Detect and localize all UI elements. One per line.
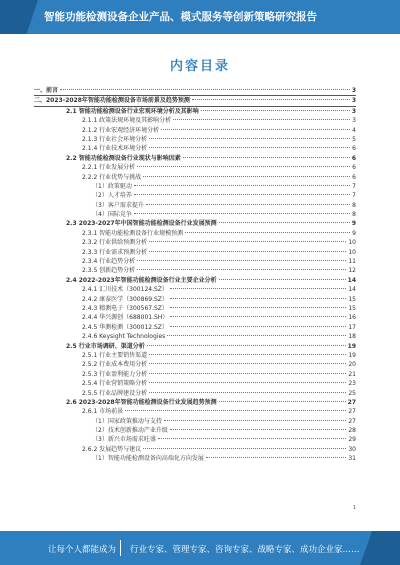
toc-entry-page: 28 [348, 427, 356, 435]
footer-divider [120, 540, 121, 556]
toc-leader-dots [149, 392, 346, 393]
toc-entry[interactable] [34, 248, 356, 257]
page-footer [0, 531, 400, 565]
toc-entry[interactable] [34, 351, 356, 360]
toc-leader-dots [170, 429, 347, 430]
toc-entry[interactable] [34, 313, 356, 322]
toc-entry-page: 11 [348, 258, 356, 266]
toc-leader-dots [149, 354, 346, 355]
toc-leader-dots [219, 279, 346, 280]
toc-leader-dots [143, 448, 346, 449]
toc-entry-text: 2.5 行业市场调研、渠道分析 [66, 342, 145, 350]
toc-entry-page: 9 [352, 229, 356, 237]
toc-entry-text: （3）新兴市场需求旺盛 [92, 436, 156, 444]
toc-entry[interactable] [34, 323, 356, 332]
toc-entry-text: 2.1 智能功能检测设备行业宏观环境分析及其影响 [66, 107, 199, 115]
toc-entry-page: 3 [352, 117, 356, 125]
toc-entry-text: 2.3 2023-2027年中国智能功能检测设备行业发展预测 [66, 220, 217, 228]
toc-entry-page: 6 [351, 154, 356, 162]
toc-leader-dots [170, 307, 346, 308]
toc-entry-text: 2.4.6 Keysight Technologies [82, 333, 166, 341]
toc-entry-text: （4）国际竞争 [92, 211, 132, 219]
toc-leader-dots [147, 345, 346, 346]
toc-entry-page: 15 [348, 304, 356, 312]
toc-entry-text: （1）智能功能检测设备向高端化方向发展 [92, 455, 204, 463]
toc-leader-dots [137, 260, 346, 261]
toc-entry[interactable] [34, 126, 356, 135]
toc-leader-dots [60, 89, 350, 90]
toc-entry-page: 4 [352, 126, 356, 134]
toc-entry-text: 2.3.2 行业供给预测分析 [82, 239, 148, 247]
toc-leader-dots [183, 157, 350, 158]
toc-entry-page: 8 [352, 201, 356, 209]
toc-entry[interactable] [34, 342, 356, 351]
toc-entry[interactable] [34, 295, 356, 304]
toc-entry-page: 5 [352, 135, 356, 143]
toc-entry[interactable] [34, 135, 356, 144]
toc-entry[interactable] [34, 435, 356, 444]
toc-entry-page: 20 [348, 361, 356, 369]
toc-entry-page: 16 [348, 314, 356, 322]
toc-entry[interactable] [34, 154, 356, 163]
toc-entry-page: 14 [347, 276, 356, 284]
toc-entry[interactable] [34, 276, 356, 285]
toc-leader-dots [134, 185, 350, 186]
toc-entry-page: 19 [347, 342, 356, 350]
toc-leader-dots [146, 204, 350, 205]
toc-leader-dots [170, 326, 346, 327]
footer-accent-stripe [360, 531, 400, 565]
toc-entry[interactable] [34, 445, 356, 454]
toc-entry-text: 2.5.5 行业品牌建设分析 [82, 389, 148, 397]
toc-entry-page: 19 [348, 351, 356, 359]
toc-entry-text: 2.3.4 行业趋势分析 [82, 258, 136, 266]
toc-entry-page: 30 [348, 445, 356, 453]
page-number: 1 [352, 505, 356, 511]
toc-entry-text: 2.6 2023-2028年智能功能检测设备行业发展趋势预测 [66, 398, 217, 406]
toc-entry-text: 2.4.3 精测电子（300567.SZ） [82, 304, 168, 312]
toc-entry[interactable] [34, 107, 356, 116]
toc-entry-text: 2.4.2 康泰医学（300869.SZ） [82, 295, 168, 303]
toc-leader-dots [170, 288, 346, 289]
toc-entry[interactable] [34, 229, 356, 238]
toc-entry-text: 2.1.2 行业宏观经济环境分析 [82, 126, 160, 134]
toc-leader-dots [201, 110, 350, 111]
toc-entry[interactable] [34, 116, 356, 125]
toc-leader-dots [161, 129, 350, 130]
toc-leader-dots [125, 410, 346, 411]
toc-entry-text: 2.4.1 汇川技术（300124.SZ） [82, 286, 168, 294]
toc-entry[interactable] [34, 266, 356, 275]
toc-entry[interactable] [34, 201, 356, 210]
toc-entry-page: 6 [352, 173, 356, 181]
toc-entry-page: 12 [348, 267, 356, 275]
toc-entry-page: 27 [348, 417, 356, 425]
toc-entry[interactable] [34, 191, 356, 200]
toc-entry-text: 2.2.1 行业发展分析 [82, 164, 136, 172]
toc-entry-text: （2）人才培养 [92, 192, 132, 200]
toc-entry-text: 2.1.3 行业社会环境分析 [82, 135, 148, 143]
toc-entry-page: 31 [348, 455, 356, 463]
toc-leader-dots [149, 147, 350, 148]
toc-leader-dots [164, 420, 347, 421]
toc-entry-text: 2.3.1 智能功能检测设备行业规模预测 [82, 229, 184, 237]
toc-entry-page: 10 [348, 248, 356, 256]
toc-entry[interactable] [34, 379, 356, 388]
toc-entry[interactable] [34, 96, 356, 106]
toc-entry-text: （1）政策驱动 [92, 182, 132, 190]
toc-entry-page: 25 [348, 389, 356, 397]
toc-leader-dots [170, 298, 346, 299]
toc-entry-text: 2.1.1 政策法规环境及其影响分析 [82, 117, 172, 125]
toc-entry-page: 3 [351, 107, 356, 115]
toc-leader-dots [149, 241, 346, 242]
toc-entry[interactable] [34, 370, 356, 379]
toc-entry-page: 23 [348, 380, 356, 388]
toc-leader-dots [167, 335, 346, 336]
toc-entry-page: 17 [348, 323, 356, 331]
toc-leader-dots [173, 119, 350, 120]
toc-entry-text: 2.5.2 行业成本费用分析 [82, 361, 148, 369]
toc-entry-text: 2.6.1 市场前景 [82, 408, 124, 416]
toc-leader-dots [134, 213, 350, 214]
toc-entry-text: 2.4.5 华测检测（300012.SZ） [82, 323, 168, 331]
toc-leader-dots [185, 232, 350, 233]
toc-entry[interactable] [34, 238, 356, 247]
toc-entry[interactable] [34, 182, 356, 191]
toc-entry[interactable] [34, 210, 356, 219]
toc-entry-page: 3 [351, 97, 356, 105]
toc-entry[interactable] [34, 426, 356, 435]
toc-entry[interactable] [34, 173, 356, 182]
toc-leader-dots [158, 438, 347, 439]
toc-leader-dots [137, 269, 346, 270]
toc-entry-text: 2.2.2 行业优势与挑战 [82, 173, 142, 181]
toc-leader-dots [137, 166, 350, 167]
toc-entry-page: 15 [348, 295, 356, 303]
toc-entry-text: 2.1.4 行业技术环境分析 [82, 145, 148, 153]
toc-entry[interactable] [34, 407, 356, 416]
toc-leader-dots [149, 251, 346, 252]
toc-entry-text: 2.6.2 发展趋势与建议 [82, 445, 142, 453]
toc-entry[interactable] [34, 285, 356, 294]
toc-entry-page: 6 [352, 145, 356, 153]
toc-entry-page: 8 [352, 211, 356, 219]
toc-entry[interactable] [34, 417, 356, 426]
toc-leader-dots [170, 316, 346, 317]
footer-tagline: 行业专家、管理专家、咨询专家、战略专家、成功企业家…… [130, 545, 360, 555]
toc-entry-page: 7 [352, 182, 356, 190]
toc-leader-dots [134, 194, 350, 195]
toc-entry[interactable] [34, 304, 356, 313]
toc-entry[interactable] [34, 163, 356, 172]
toc-entry-page: 3 [351, 87, 356, 94]
toc-entry-text: 2.5.1 行业主要销售渠道 [82, 351, 148, 359]
toc-entry-text: 2.5.3 行业盈利能力分析 [82, 370, 148, 378]
toc-leader-dots [149, 138, 350, 139]
toc-entry-text: （1）国家政策推动与支持 [92, 417, 162, 425]
toc-leader-dots [219, 222, 350, 223]
toc-entry[interactable] [34, 389, 356, 398]
toc-entry-page: 27 [347, 398, 356, 406]
page-header [0, 0, 400, 34]
toc-entry-page: 18 [348, 333, 356, 341]
toc-entry-text: 2.4.4 华兴源创（688001.SH） [82, 314, 169, 322]
toc-entry-text: 一、前言 [34, 87, 59, 94]
toc-entry[interactable] [34, 86, 356, 96]
toc-entry[interactable] [34, 219, 356, 228]
toc-entry-page: 27 [348, 408, 356, 416]
table-of-contents [34, 86, 356, 464]
toc-entry-text: 2.3.5 创新趋势分析 [82, 267, 136, 275]
toc-leader-dots [149, 363, 346, 364]
toc-entry-text: （2）技术创新推动产业升级 [92, 427, 168, 435]
footer-slogan: 让每个人都能成为 [48, 545, 117, 555]
toc-leader-dots [149, 373, 346, 374]
toc-entry[interactable] [34, 144, 356, 153]
toc-entry-page: 9 [351, 220, 356, 228]
toc-entry-page: 10 [348, 239, 356, 247]
toc-leader-dots [143, 176, 350, 177]
toc-entry[interactable] [34, 257, 356, 266]
toc-entry[interactable] [34, 454, 356, 463]
toc-entry[interactable] [34, 360, 356, 369]
toc-entry-text: 2.4 2022-2023年智能功能检测设备行业主要企业分析 [66, 276, 217, 284]
toc-entry[interactable] [34, 398, 356, 407]
toc-leader-dots [192, 99, 350, 100]
toc-heading: 内容目录 [169, 59, 230, 74]
toc-leader-dots [149, 382, 346, 383]
toc-entry-text: （3）客户需求提升 [92, 201, 144, 209]
header-accent-stripe [0, 0, 38, 34]
toc-entry-text: 2.2 智能功能检测设备行业现状与影响因素 [66, 154, 181, 162]
toc-entry-page: 14 [348, 286, 356, 294]
toc-entry-text: 二、2023-2028年智能功能检测设备市场前景及趋势预测 [34, 97, 190, 105]
toc-entry-page: 6 [352, 164, 356, 172]
report-title: 智能功能检测设备企业产品、模式服务等创新策略研究报告 [44, 11, 317, 23]
toc-leader-dots [206, 457, 347, 458]
toc-entry-page: 21 [348, 370, 356, 378]
toc-entry-page: 7 [352, 192, 356, 200]
toc-entry-text: 2.5.4 行业营销策略分析 [82, 380, 148, 388]
toc-leader-dots [219, 401, 346, 402]
toc-entry-page: 29 [348, 436, 356, 444]
toc-entry-text: 2.3.3 行业需求预测分析 [82, 248, 148, 256]
toc-entry[interactable] [34, 332, 356, 341]
